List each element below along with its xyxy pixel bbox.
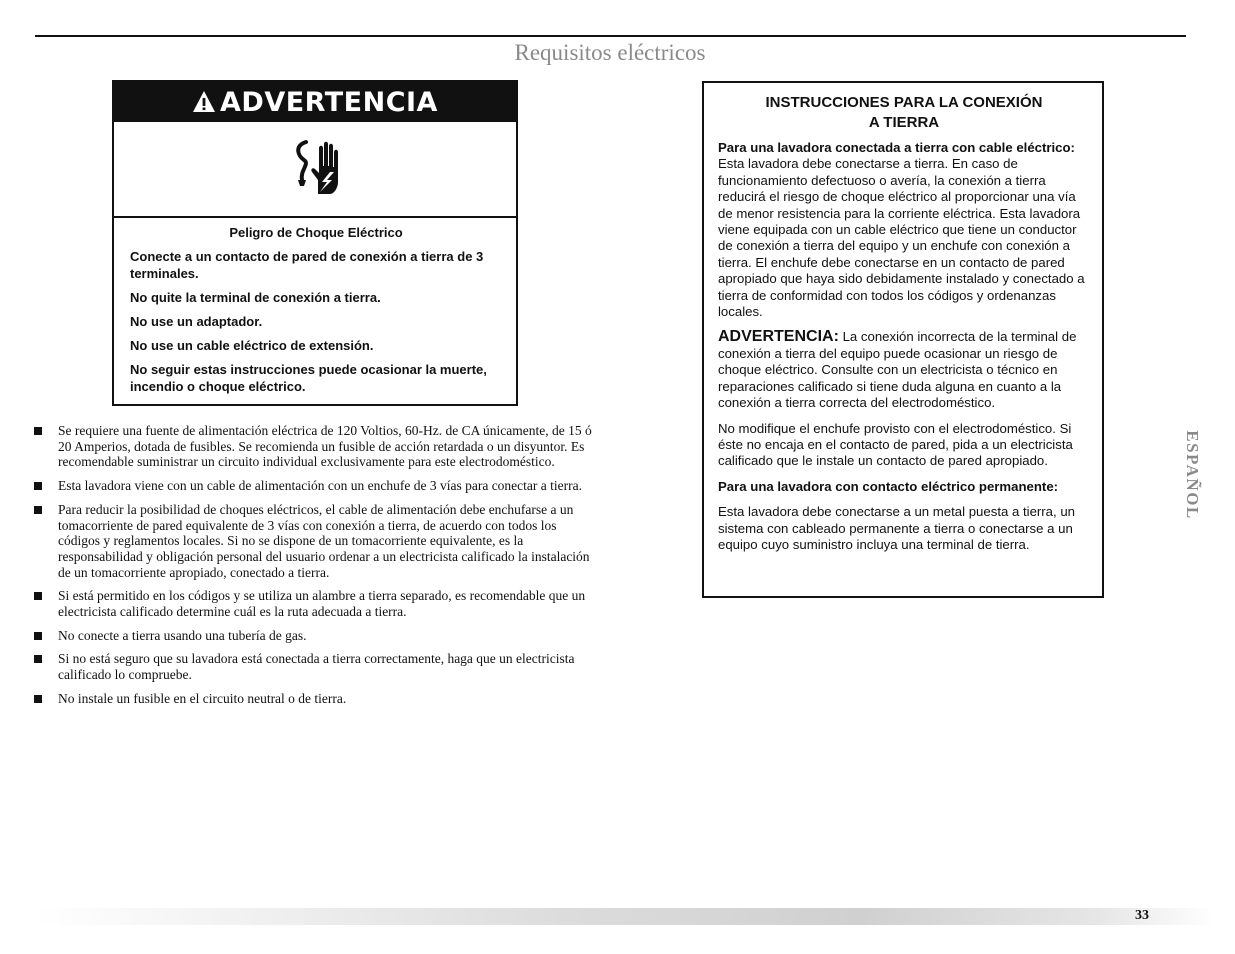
grounding-title-line2: A TIERRA [868, 114, 940, 131]
grounding-section-1 [718, 140, 1090, 320]
plug-note: No modifique el enchufe provisto con el electrodoméstico. Si éste no encaja en el contacto de pared, pida a un electricista calificado que le instale un contacto de pared apropiado. [718, 420, 1073, 469]
section-heading: Para una lavadora con contacto eléctrico permanente: [718, 478, 1059, 494]
list-item [33, 502, 601, 581]
warning-text [114, 218, 516, 395]
list-item [33, 423, 601, 470]
section-body: Esta lavadora debe conectarse a tierra. En caso de funcionamiento defectuoso o avería, la conexión a tierra reducirá el riesgo de choque eléctrico al proporcionar una vía de menor resistencia para la corriente eléctrica. Esta lavadora viene equipada con un cable eléctrico que tiene un conductor de conexión a tierra del equipo y un enchufe con conexión a tierra. El enchufe debe conectarse en un contacto de pared apropiado que haya sido debidamente instalado y conectado a tierra de conformidad con todos los códigos y ordenanzas locales. [718, 156, 1085, 320]
bullet-square-icon [34, 655, 42, 663]
warning-box [112, 80, 518, 406]
warning-line: Conecte a un contacto de pared de conexión a tierra de 3 terminales. [130, 249, 484, 281]
list-item [33, 651, 601, 682]
section-heading: Para una lavadora conectada a tierra con cable eléctrico: [718, 140, 1075, 155]
list-item-text: No conecte a tierra usando una tubería de gas. [58, 627, 307, 643]
bullet-square-icon [34, 592, 42, 600]
list-item [33, 691, 601, 707]
list-item [33, 628, 601, 644]
warning-header [114, 82, 516, 122]
warning-line: No use un adaptador. [130, 314, 263, 329]
page-title: Requisitos eléctricos [514, 40, 706, 65]
warning-triangle-icon [192, 90, 216, 114]
list-item-text: Esta lavadora viene con un cable de alimentación con un enchufe de 3 vías para conectar a tierra. [58, 478, 582, 494]
bullet-square-icon [34, 632, 42, 640]
electric-shock-hand-icon [282, 136, 348, 202]
bullet-square-icon [34, 695, 42, 703]
warning-line: No quite la terminal de conexión a tierra. [130, 290, 381, 305]
list-item [33, 478, 601, 494]
requirements-list [33, 423, 601, 715]
page-number: 33 [1135, 908, 1149, 923]
bullet-square-icon [34, 427, 42, 435]
warning-line: No seguir estas instrucciones puede ocasionar la muerte, incendio o choque eléctrico. [130, 362, 487, 394]
list-item-text: Se requiere una fuente de alimentación eléctrica de 120 Voltios, 60-Hz. de CA únicamente, de 15 ó 20 Amperios, dotada de fusibles. Se recomienda un fusible de acción retardada o un disyuntor. Es recomendable suministrar un circuito individual exclusivamente para este electrodoméstico. [58, 423, 592, 470]
warning-title: ADVERTENCIA [220, 86, 438, 118]
warning-line: No use un cable eléctrico de extensión. [130, 338, 374, 353]
list-item-text: Si está permitido en los códigos y se utiliza un alambre a tierra separado, es recomendable que un electricista calificado determine cuál es la ruta adecuada a tierra. [58, 588, 586, 620]
language-tab-label: ESPAÑOL [1183, 430, 1202, 520]
section-body: Esta lavadora debe conectarse a un metal puesta a tierra, un sistema con cableado permanente a tierra o conectarse a un equipo cuyo suministro incluya una terminal de tierra. [718, 504, 1076, 552]
list-item-text: No instale un fusible en el circuito neutral o de tierra. [58, 690, 347, 706]
language-tab [1172, 400, 1212, 550]
hazard-label: Peligro de Choque Eléctrico [229, 225, 403, 240]
footer-bar [35, 908, 1215, 925]
shock-icon-area [114, 122, 516, 218]
bullet-square-icon [34, 506, 42, 514]
warning-label: ADVERTENCIA: [718, 328, 839, 346]
grounding-instructions-box [702, 81, 1104, 598]
bullet-square-icon [34, 482, 42, 490]
list-item-text: Para reducir la posibilidad de choques eléctricos, el cable de alimentación debe enchufarse a un tomacorriente de pared equivalente de 3 vías con conexión a tierra, de acuerdo con todos los códigos y reglamentos locales. Si no se dispone de un tomacorriente equivalente, es la responsabilidad y obligación personal del usuario ordenar a un electricista calificado la instalación de un tomacorriente apropiado, conectado a tierra. [58, 501, 590, 580]
grounding-title [718, 93, 1090, 133]
list-item-text: Si no está seguro que su lavadora está conectada a tierra correctamente, haga que un electricista calificado lo compruebe. [58, 651, 575, 683]
warning-body: La conexión incorrecta de la terminal de conexión a tierra del equipo puede ocasionar un riesgo de choque eléctrico. Consulte con un electricista o técnico en reparaciones calificado si tiene duda alguna en cuanto a la conexión a tierra correcta del electrodoméstico. [718, 329, 1077, 411]
list-item [33, 588, 601, 619]
grounding-warning [718, 329, 1090, 411]
top-rule [35, 35, 1186, 37]
grounding-title-line1: INSTRUCCIONES PARA LA CONEXIÓN [765, 94, 1043, 111]
